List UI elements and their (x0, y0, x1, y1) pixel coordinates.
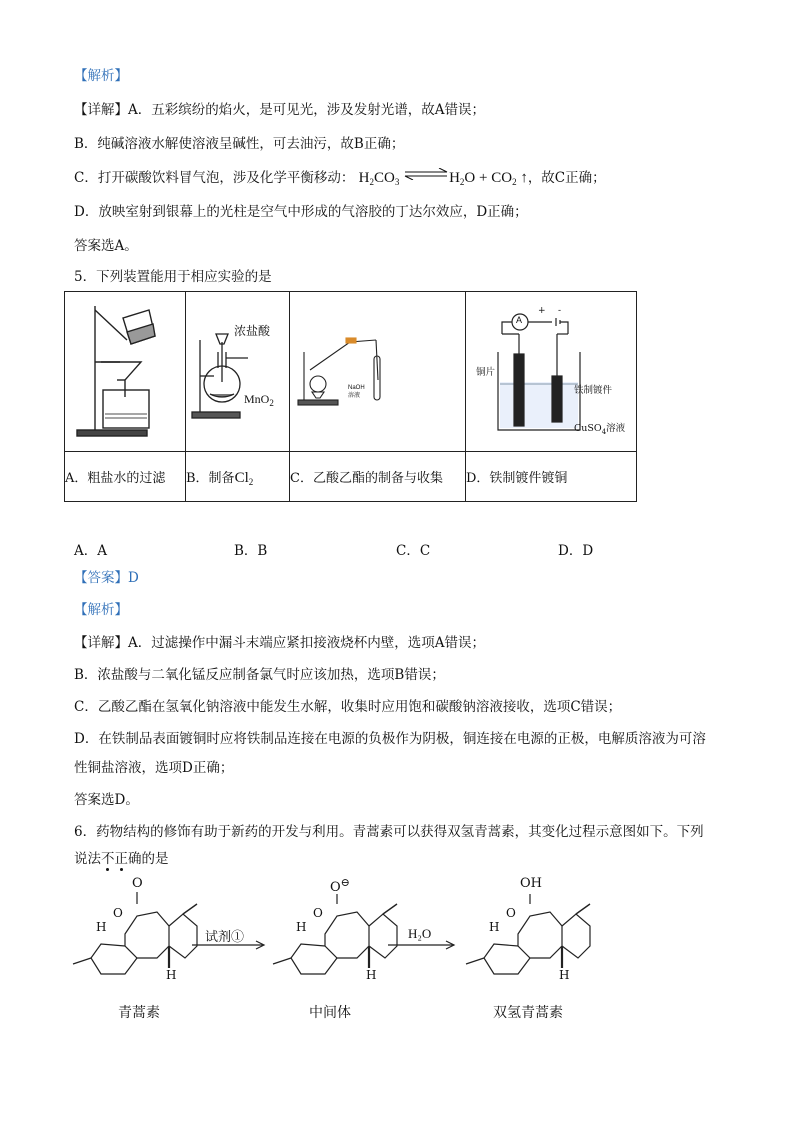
analysis-line-c-text: C．打开碳酸饮料冒气泡，涉及化学平衡移动： (74, 170, 355, 186)
ester-preparation-icon (290, 292, 465, 447)
label-conc-hcl: 浓盐酸 (234, 324, 271, 338)
caption-b-cl (235, 470, 254, 486)
q6-stem-2: 说法不正确的是 (74, 851, 169, 867)
compound-name-2: 中间体 (309, 1005, 351, 1021)
atom-h-3a: H (489, 920, 500, 934)
atom-h-2b: H (366, 968, 377, 982)
atom-h-1b: H (166, 968, 177, 982)
label-naoh (348, 384, 365, 400)
chlorine-generator-icon (186, 292, 289, 447)
q5-option-b[interactable]: B．B (234, 543, 268, 559)
caption-b-cl-main: Cl (234, 469, 249, 486)
atom-o-anion-o: O (330, 880, 341, 895)
analysis-line-c-tail: ，故C正确； (527, 170, 606, 186)
label-mno2 (244, 392, 274, 408)
equilibrium-arrow-icon (403, 168, 449, 180)
label-iron-part: 铁制镀件 (574, 385, 613, 396)
q6-stem-1: 6．药物结构的修饰有助于新药的开发与利用。青蒿素可以获得双氢青蒿素，其变化过程示意图如下。下列 (74, 824, 704, 840)
analysis2-line-d: D．在铁制品表面镀铜时应将铁制品连接在电源的负极作为阴极，铜连接在电源的正极，电解质溶液为可溶 (74, 731, 706, 747)
caption-b-text: B．制备 (186, 470, 235, 486)
artemisinin-structure (73, 892, 197, 974)
atom-h-1a: H (96, 920, 107, 934)
apparatus-a-cell (65, 292, 186, 452)
caption-b-cl-sub: 2 (248, 476, 254, 487)
label-cuso4-sub: 4 (601, 428, 607, 436)
analysis2-line-c: C．乙酸乙酯在氢氧化钠溶液中能发生水解，收集时应用饱和碳酸钠溶液接收，选项C错误； (74, 699, 622, 715)
compound-name-1: 青蒿素 (118, 1005, 160, 1021)
atom-o-ring-3: O (506, 906, 516, 920)
reagent-1: 试剂① (205, 930, 245, 945)
label-mno2-sub: 2 (269, 398, 274, 408)
caption-b (186, 452, 290, 502)
label-cuso4-tail: 溶液 (606, 423, 626, 434)
apparatus-b-cell (186, 292, 290, 452)
analysis-tag-1: 【解析】 (74, 68, 128, 84)
apparatus-d-cell (466, 292, 637, 452)
label-naoh-1: NaOH (348, 385, 365, 391)
q5-option-c[interactable]: C．C (396, 543, 431, 559)
atom-oh: OH (520, 876, 542, 891)
intermediate-structure (273, 894, 397, 974)
label-ammeter: A (516, 315, 523, 325)
atom-h-3b: H (559, 968, 570, 982)
atom-o-carbonyl: O (132, 876, 143, 891)
filtration-apparatus-icon (65, 292, 185, 447)
analysis2-line-a: 【详解】A．过滤操作中漏斗末端应紧扣接液烧杯内壁，选项A错误； (74, 635, 485, 651)
minus-charge-icon: ⊖ (340, 876, 350, 889)
analysis-line-b: B．纯碱溶液水解使溶液呈碱性，可去油污，故B正确； (74, 136, 405, 152)
dihydroartemisinin-structure (466, 894, 590, 974)
analysis-line-d: D．放映室射到银幕上的光柱是空气中形成的气溶胶的丁达尔效应，D正确； (74, 204, 528, 220)
reaction-scheme (0, 872, 794, 1022)
answer-line-2: 答案选D。 (74, 792, 139, 808)
answer-line-1: 答案选A。 (74, 238, 138, 254)
atom-h-2a: H (296, 920, 307, 934)
apparatus-table (64, 291, 637, 502)
caption-a: A．粗盐水的过滤 (65, 452, 186, 502)
atom-o-ring-2: O (313, 906, 323, 920)
label-copper-sheet: 铜片 (476, 367, 496, 378)
analysis-tag-2: 【解析】 (74, 602, 128, 618)
label-minus: - (558, 306, 562, 316)
caption-c: C．乙酸乙酯的制备与收集 (290, 452, 466, 502)
compound-name-3: 双氢青蒿素 (493, 1005, 563, 1021)
label-cuso4-main: CuSO (574, 423, 602, 434)
label-cuso4 (574, 420, 625, 436)
answer-tag-2: 【答案】D (74, 570, 139, 586)
analysis2-line-d2: 性铜盐溶液，选项D正确； (74, 760, 234, 776)
label-naoh-2: 溶液 (348, 393, 361, 399)
analysis-line-a: 【详解】A．五彩缤纷的焰火，是可见光，涉及发射光谱，故A错误； (74, 102, 485, 118)
atom-o-ring-1: O (113, 906, 123, 920)
apparatus-c-cell (290, 292, 466, 452)
atom-o-anion (330, 876, 350, 895)
reagent-2: H₂O (408, 926, 432, 941)
equation: $H_2CO_3$ $H_2O + CO_2$ ↑ (358, 170, 528, 187)
label-mno2-main: MnO (244, 392, 270, 406)
q5-stem: 5．下列装置能用于相应实验的是 (74, 269, 272, 285)
q5-option-d[interactable]: D．D (558, 543, 594, 559)
q5-option-a[interactable]: A．A (74, 543, 107, 559)
analysis-line-c (74, 168, 606, 192)
analysis2-line-b: B．浓盐酸与二氧化锰反应制备氯气时应该加热，选项B错误； (74, 667, 445, 683)
caption-d: D．铁制镀件镀铜 (466, 452, 637, 502)
label-plus: + (538, 306, 546, 316)
